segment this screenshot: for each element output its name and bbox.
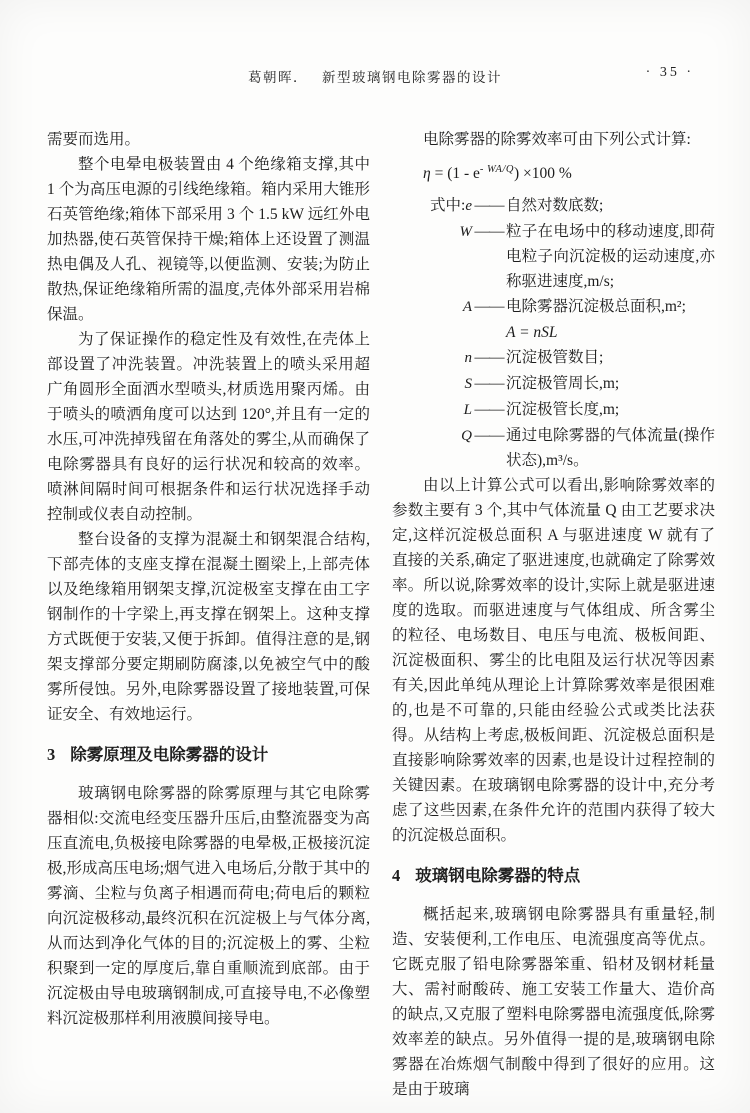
definition-symbol: 式中:e: [430, 197, 472, 215]
definition-description: 粒子在电场中的移动速度,即荷电粒子向沉淀极的运动速度,亦称驱进速度,m/s;: [506, 223, 715, 291]
formula-body: = (1 - e: [430, 165, 480, 183]
definition-symbol: W: [459, 224, 472, 241]
formula-exponent: - WA/Q: [479, 164, 514, 175]
section-number: 3: [47, 745, 56, 764]
section-number: 4: [392, 866, 401, 886]
definition-description: 通过电除雾器的气体流量(操作状态),m³/s。: [506, 427, 715, 470]
sub-formula: A = nSL: [506, 324, 558, 342]
section-title: 玻璃钢电除雾器的特点: [415, 866, 581, 886]
page-number: · 35 ·: [645, 65, 694, 80]
right-column: [392, 127, 715, 1102]
definition-symbol: n: [464, 350, 472, 367]
paragraph: 玻璃钢电除雾器的除雾原理与其它电除雾器相似:交流电经变压器升压后,由整流器变为高压直流电,负极接电除雾器的电晕极,正极接沉淀极,形成高压电场;烟气进入电场后,分散于其中的雾滴、尘粒与负离子相遇而荷电;荷电后的颗粒向沉淀极移动,最终沉积在沉淀极上与气体分离,从而达到净化气体的目的;沉淀极上的雾、尘粒积聚到一定的厚度后,靠自重顺流到底部。由于沉淀极由导电玻璃钢制成,可直接导电,不必像塑料沉淀极那样利用液膜间接导电。: [47, 785, 370, 1027]
definition-dash: ——: [474, 223, 504, 241]
paragraph: 整台设备的支撑为混凝土和钢架混合结构,下部壳体的支座支撑在混凝土圈梁上,上部壳体以及绝缘箱用钢架支撑,沉淀极室支撑在由工字钢制作的十字梁上,再支撑在钢架上。这种支撑方式既便于安装,又便于拆卸。值得注意的是,钢架支撑部分要定期刷防腐漆,以免被空气中的酸雾所侵蚀。另外,电除雾器设置了接地装置,可保证安全、有效地运行。: [47, 531, 370, 723]
definition-symbol: A: [462, 299, 472, 316]
definition-dash: ——: [474, 375, 504, 393]
where-label: 式中:: [430, 197, 466, 215]
formula-eta: η: [423, 165, 431, 183]
definition-dash: ——: [474, 298, 504, 316]
symbol-definition-list: [392, 193, 715, 473]
paragraph: 概括起来,玻璃钢电除雾器具有重量轻,制造、安装便利,工作电压、电流强度高等优点。它既克服了铅电除雾器笨重、铅材及钢材耗量大、需衬耐酸砖、施工安装工作量大、造价高的缺点,又克服了塑料电除雾器电流强度低,除雾效率差的缺点。另外值得一提的是,玻璃钢电除雾器在冶炼烟气制酸中得到了很好的应用。这是由于玻璃: [392, 906, 715, 1099]
formula-tail: ) ×100 %: [513, 165, 572, 183]
running-head: [0, 66, 750, 86]
efficiency-formula: [392, 156, 715, 188]
paragraph: 由以上计算公式可以看出,影响除雾效率的参数主要有 3 个,其中气体流量 Q 由工艺要求决定,这样沉淀极总面积 A 与驱进速度 W 就有了直接的关系,确定了驱进速度,也就确定了除雾效率。所以说,除雾效率的设计,实际上就是驱进速度的选取。而驱进速度与气体组成、所含雾尘的粒径、电场数目、电压与电流、极板间距、沉淀极面积、雾尘的比电阻及运行状况等因素有关,因此单纯从理论上计算除雾效率是很困难的,也是不可靠的,只能由经验公式或类比法获得。从结构上考虑,极板间距、沉淀极总面积是直接影响除雾效率的因素,也是设计过程控制的关键因素。在玻璃钢电除雾器的设计中,充分考虑了这些因素,在条件允许的范围内获得了较大的沉淀极总面积。: [392, 477, 715, 845]
definition-symbol: L: [463, 402, 472, 419]
definition-dash: ——: [474, 349, 504, 367]
section-heading-4: [392, 863, 715, 888]
definition-dash: ——: [474, 401, 504, 419]
section-heading-3: [47, 742, 370, 767]
definition-dash: ——: [474, 197, 504, 215]
paragraph: 为了保证操作的稳定性及有效性,在壳体上部设置了冲洗装置。冲洗装置上的喷头采用超广角圆形全面洒水型喷头,材质选用聚丙烯。由于喷头的喷洒角度可以达到 120°,并且有一定的水压,可冲洗掉残留在角落处的雾尘,从而确保了电除雾器具有良好的运行状况和较高的效率。喷淋间隔时间可根据条件和运行状况选择手动控制或仪表自动控制。: [47, 331, 370, 523]
running-head-title: 新型玻璃钢电除雾器的设计: [322, 70, 502, 85]
definition-description: 电除雾器沉淀极总面积,m²;: [506, 298, 686, 316]
definition-symbol: Q: [461, 428, 472, 445]
definition-symbol: S: [464, 376, 472, 393]
running-head-author: 葛朝晖．: [248, 70, 308, 85]
paragraph: 整个电晕电极装置由 4 个绝缘箱支撑,其中 1 个为高压电源的引线绝缘箱。箱内采用大锥形石英管绝缘;箱体下部采用 3 个 1.5 kW 远红外电加热器,使石英管保持干燥;箱体上还设置了测温热电偶及人孔、视镜等,以便监测、安装;为防止散热,保证绝缘箱所需的温度,壳体外部采用岩棉保温。: [47, 156, 370, 323]
definition-description: 沉淀极管长度,m;: [506, 401, 620, 419]
two-column-body: [47, 127, 715, 1102]
definition-description: 沉淀极管数目;: [506, 349, 604, 367]
left-column: [47, 127, 370, 1102]
paragraph: 电除雾器的除雾效率可由下列公式计算:: [423, 131, 691, 148]
paragraph: 需要而选用。: [47, 131, 141, 148]
section-title: 除雾原理及电除雾器的设计: [70, 745, 269, 764]
definition-description: 自然对数底数;: [506, 197, 604, 215]
definition-dash: ——: [474, 427, 504, 445]
definition-description: 沉淀极管周长,m;: [506, 375, 620, 393]
